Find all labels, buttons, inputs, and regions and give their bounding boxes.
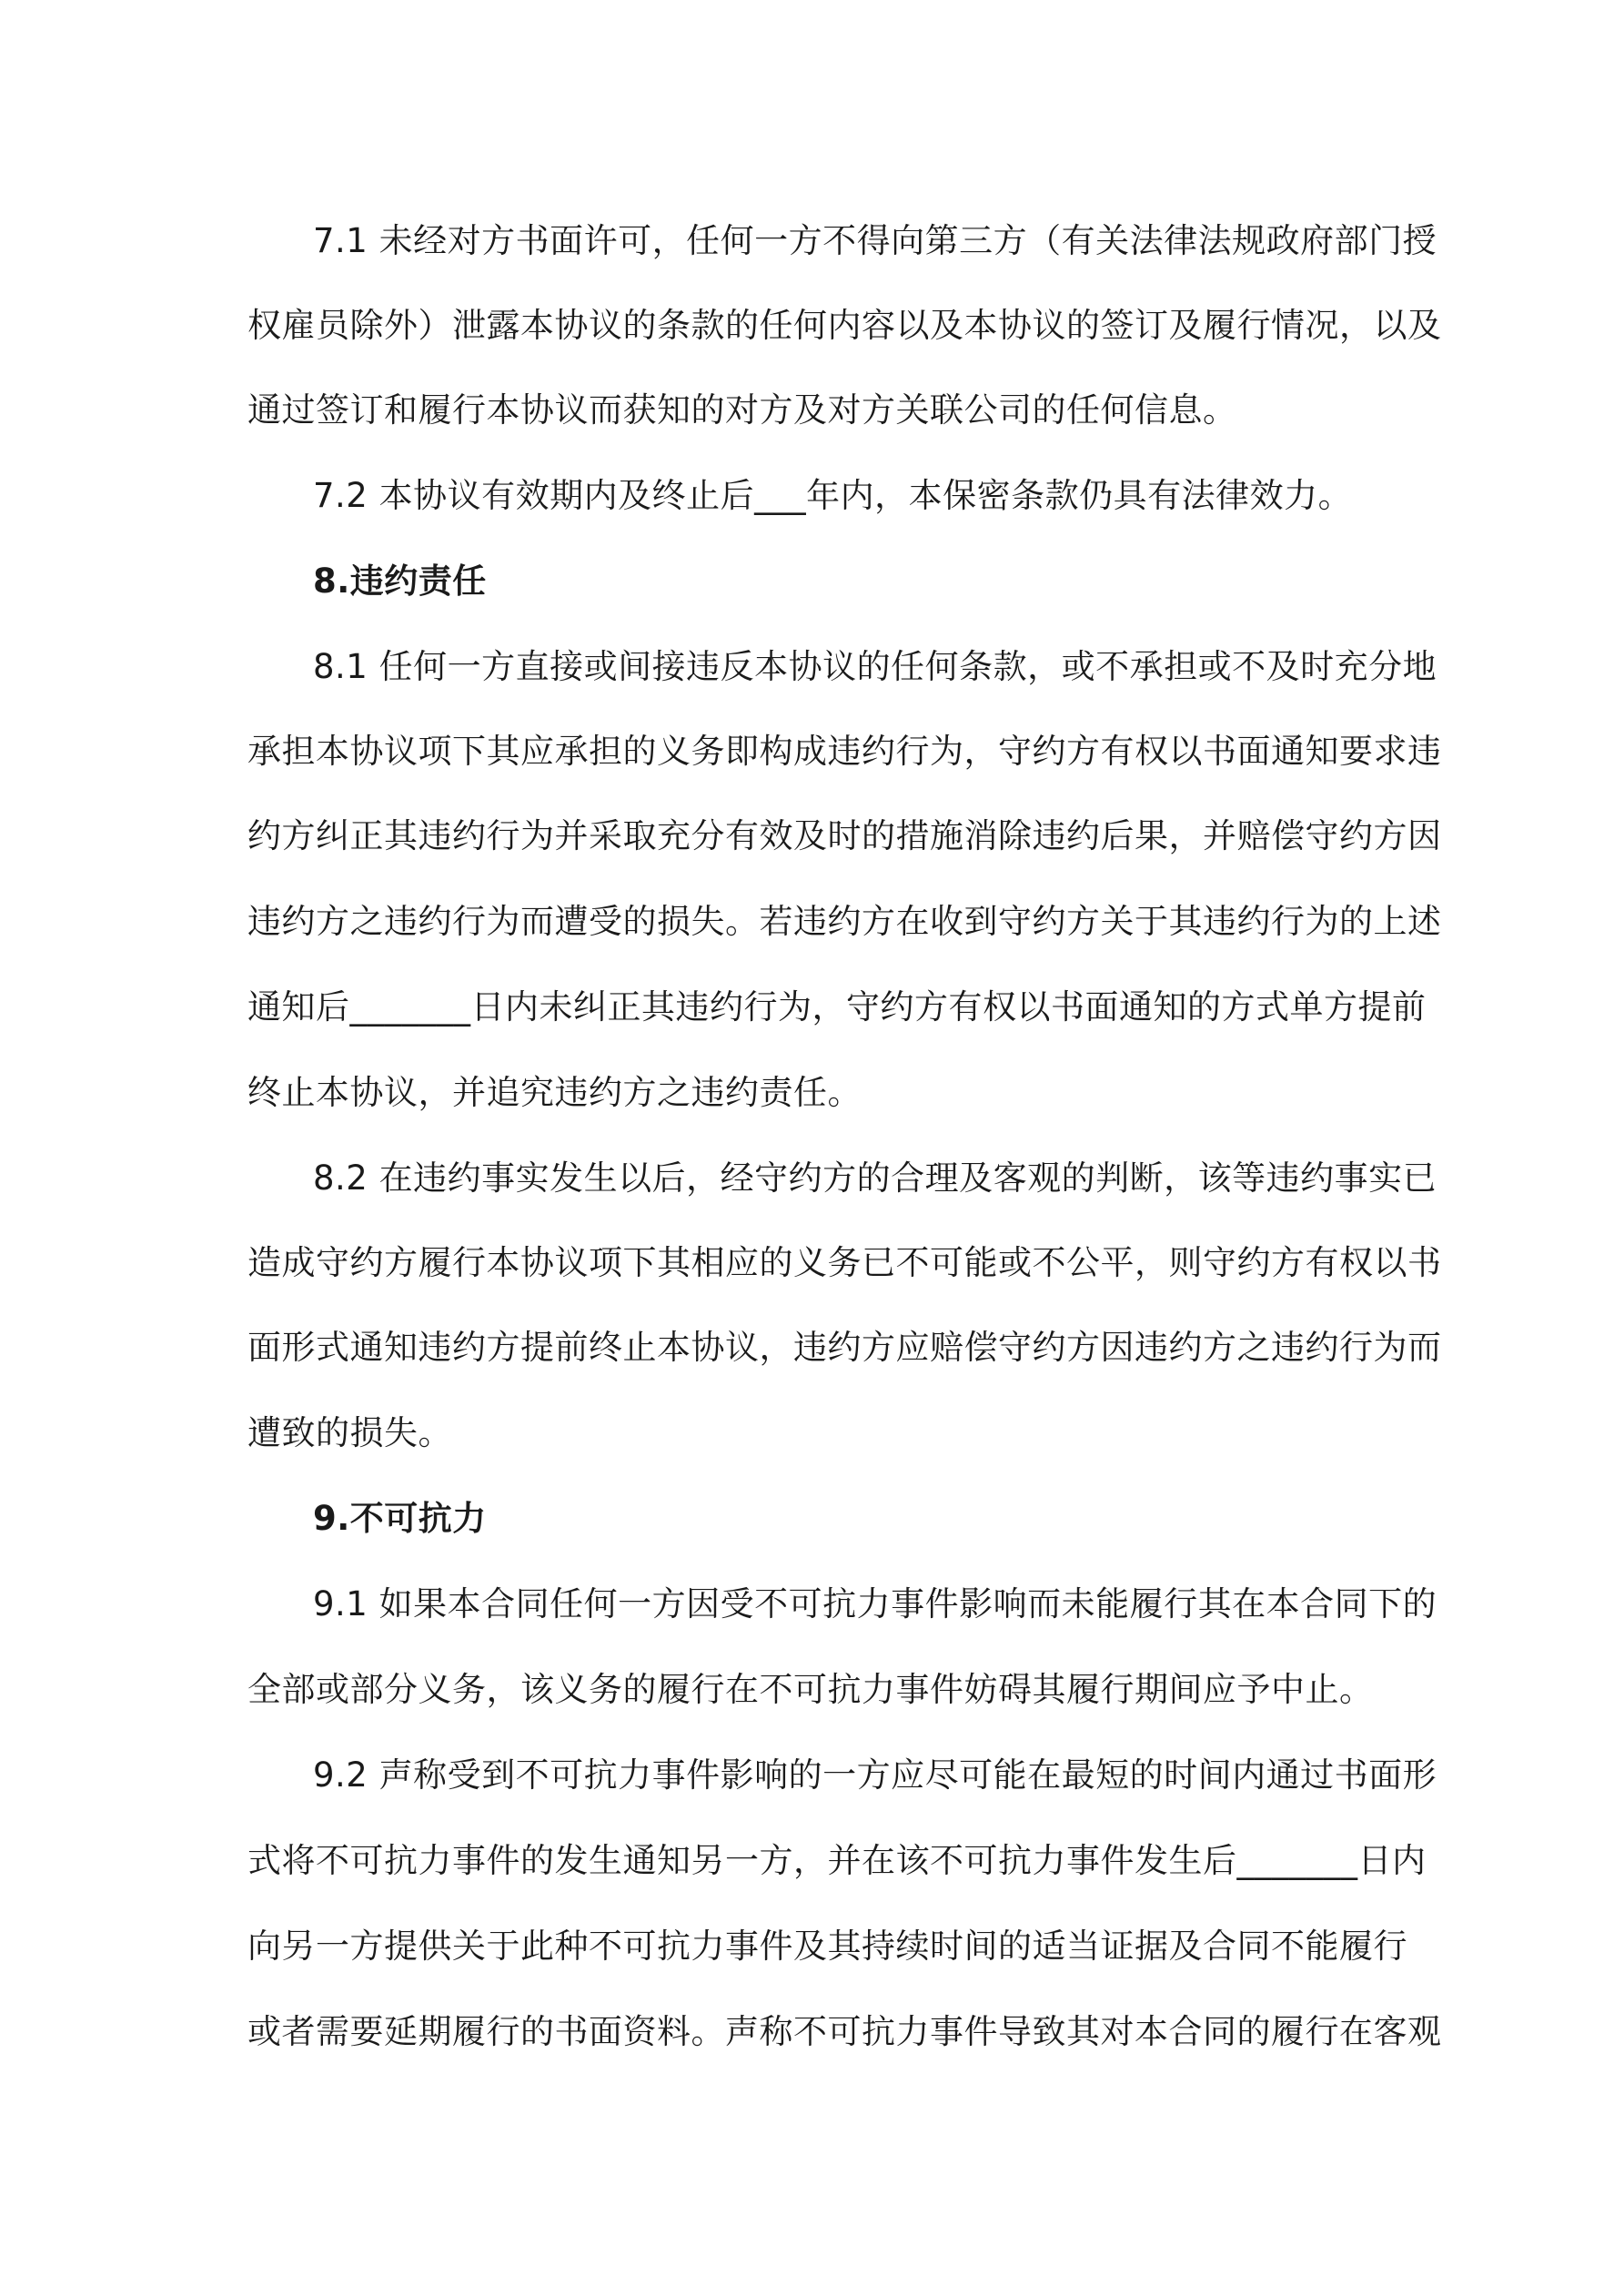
clause-8-2-line-1: 8.2 在违约事实发生以后，经守约方的合理及客观的判断，该等违约事实已	[313, 1158, 1437, 1198]
clause-7-1-line-3: 通过签订和履行本协议而获知的对方及对方关联公司的任何信息。	[247, 390, 1237, 430]
clause-9-1-line-1: 9.1 如果本合同任何一方因受不可抗力事件影响而未能履行其在本合同下的	[313, 1584, 1437, 1623]
clause-7-2-line-1: 7.2 本协议有效期内及终止后___年内，本保密条款仍具有法律效力。	[313, 476, 1353, 515]
clause-8-1-line-2: 承担本协议项下其应承担的义务即构成违约行为，守约方有权以书面通知要求违	[247, 732, 1442, 771]
clause-7-1-line-2: 权雇员除外）泄露本协议的条款的任何内容以及本协议的签订及履行情况，以及	[247, 306, 1442, 345]
clause-9-2-line-2: 式将不可抗力事件的发生通知另一方，并在该不可抗力事件发生后_______日内	[247, 1841, 1427, 1880]
clause-8-2-line-2: 造成守约方履行本协议项下其相应的义务已不可能或不公平，则守约方有权以书	[247, 1243, 1442, 1282]
clause-8-2-line-4: 遭致的损失。	[247, 1413, 452, 1452]
clause-9-2-line-3: 向另一方提供关于此种不可抗力事件及其持续时间的适当证据及合同不能履行	[247, 1927, 1407, 1966]
clause-9-2-line-1: 9.2 声称受到不可抗力事件影响的一方应尽可能在最短的时间内通过书面形	[313, 1755, 1437, 1795]
clause-8-1-line-3: 约方纠正其违约行为并采取充分有效及时的措施消除违约后果，并赔偿守约方因	[247, 816, 1442, 855]
clause-8-1-line-4: 违约方之违约行为而遭受的损失。若违约方在收到守约方关于其违约行为的上述	[247, 902, 1442, 941]
section-heading-8: 8.违约责任	[313, 561, 487, 601]
clause-7-1-line-1: 7.1 未经对方书面许可，任何一方不得向第三方（有关法律法规政府部门授	[313, 221, 1437, 260]
section-heading-9: 9.不可抗力	[313, 1499, 487, 1538]
clause-8-1-line-6: 终止本协议，并追究违约方之违约责任。	[247, 1073, 862, 1112]
clause-8-1-line-1: 8.1 任何一方直接或间接违反本协议的任何条款，或不承担或不及时充分地	[313, 647, 1437, 686]
clause-8-1-line-5: 通知后_______日内未纠正其违约行为，守约方有权以书面通知的方式单方提前	[247, 987, 1427, 1027]
clause-9-1-line-2: 全部或部分义务，该义务的履行在不可抗力事件妨碍其履行期间应予中止。	[247, 1670, 1374, 1709]
clause-9-2-line-4: 或者需要延期履行的书面资料。声称不可抗力事件导致其对本合同的履行在客观	[247, 2012, 1442, 2051]
clause-8-2-line-3: 面形式通知违约方提前终止本协议，违约方应赔偿守约方因违约方之违约行为而	[247, 1328, 1442, 1367]
